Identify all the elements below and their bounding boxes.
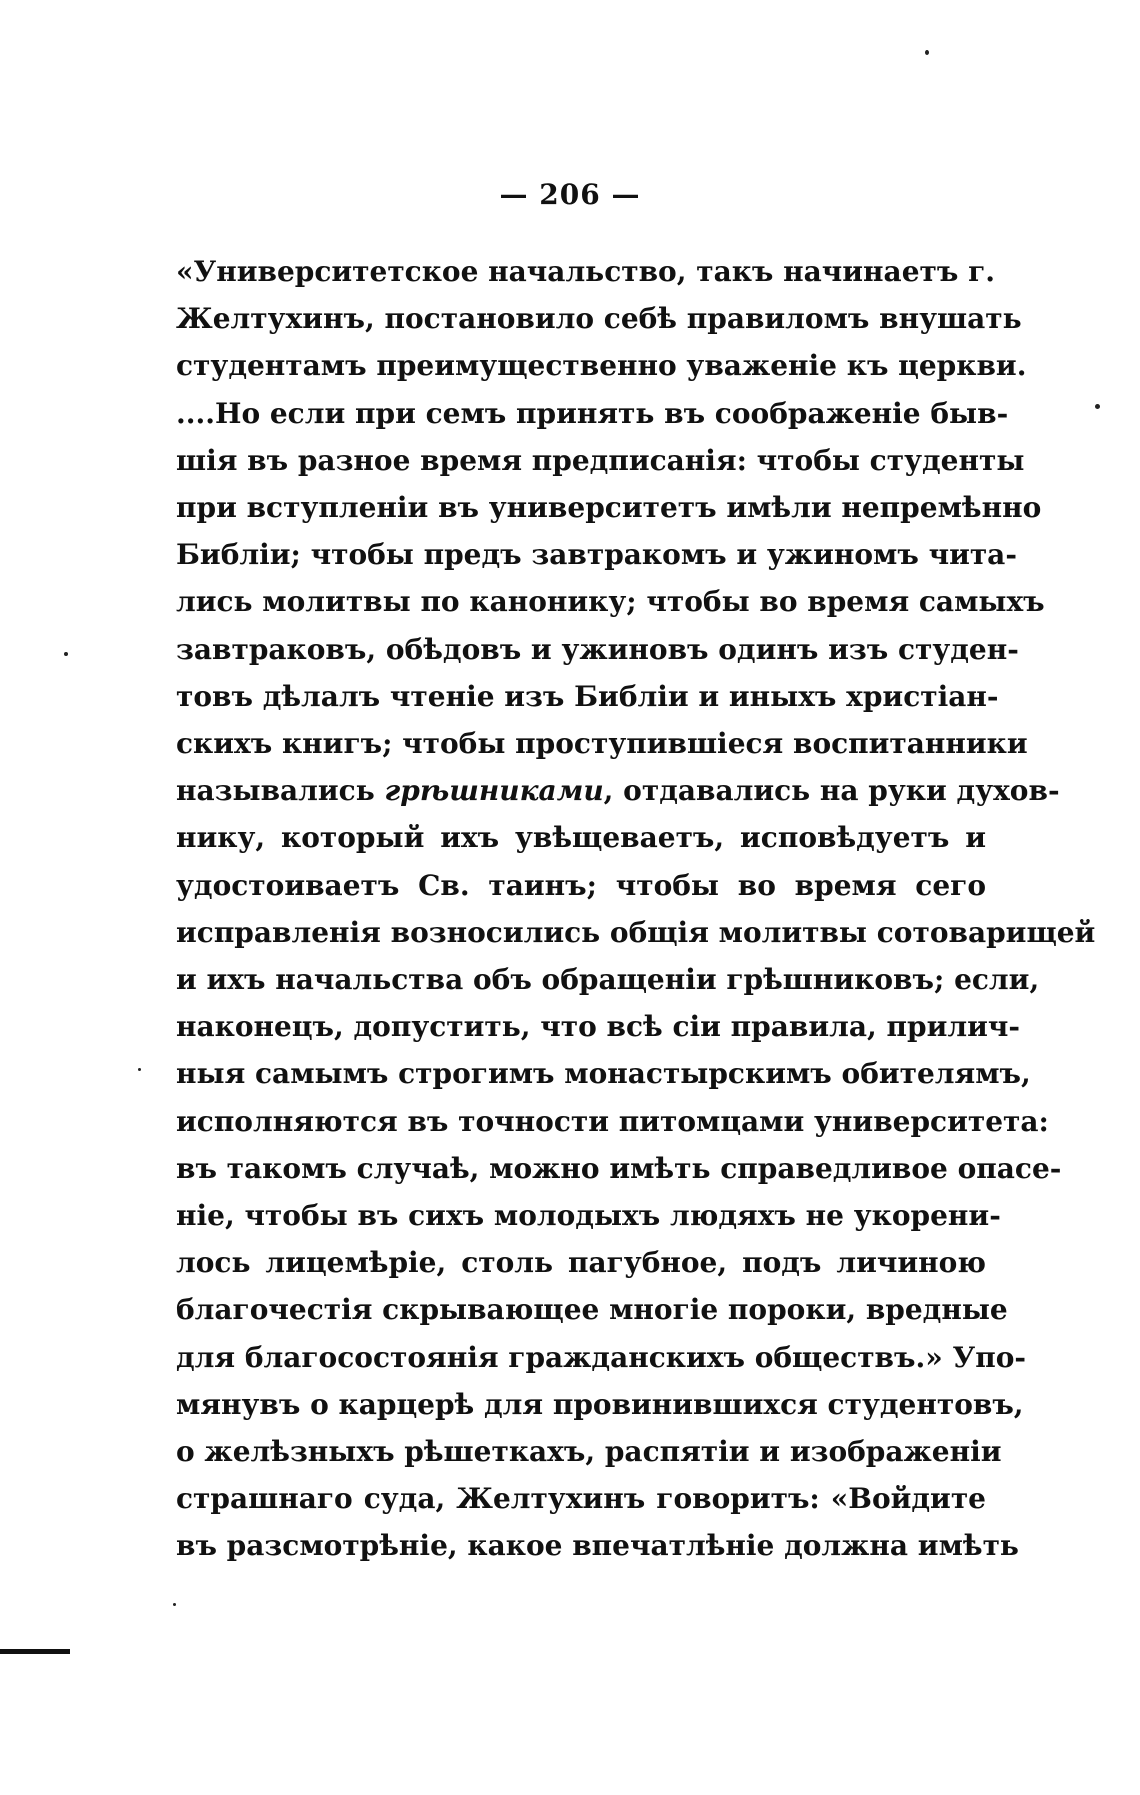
scan-speck (925, 50, 929, 55)
text-line: наконецъ, допустить, что всѣ сіи правила, прилич- (176, 1010, 1020, 1044)
text-line: ніе, чтобы въ сихъ молодыхъ людяхъ не укорени- (176, 1199, 1001, 1233)
scan-mark (0, 1649, 70, 1654)
text-line: лись молитвы по канонику; чтобы во время самыхъ (176, 585, 1045, 619)
text-line: въ разсмотрѣніе, какое впечатлѣніе должна имѣть (176, 1529, 1019, 1563)
text-segment: назывались (176, 774, 385, 808)
text-line: Желтухинъ, постановило себѣ правиломъ внушать (176, 302, 1022, 336)
text-line: скихъ книгъ; чтобы проступившіеся воспитанники (176, 727, 1028, 761)
text-line: исполняются въ точности питомцами университета: (176, 1104, 1049, 1138)
italic-term: грѣшниками (384, 774, 604, 808)
text-line: для благосостоянія гражданскихъ обществъ.» Упо- (176, 1340, 1026, 1374)
text-line: удостоиваетъ Св. таинъ; чтобы во время сего (176, 868, 986, 902)
page-number: — 206 — (499, 178, 641, 211)
text-line: ныя самымъ строгимъ монастырскимъ обителямъ, (176, 1057, 1031, 1091)
text-line: «Университетское начальство, такъ начинаетъ г. (176, 255, 995, 288)
text-line: о желѣзныхъ рѣшеткахъ, распятіи и изображеніи (176, 1435, 1002, 1469)
text-line: въ такомъ случаѣ, можно имѣть справедливое опасе- (176, 1151, 1062, 1185)
text-line: студентамъ преимущественно уваженіе къ церкви. (176, 349, 1027, 383)
body-text (176, 248, 1096, 1570)
text-line: шія въ разное время предписанія: чтобы студенты (176, 443, 1025, 477)
text-line: благочестія скрывающее многіе пороки, вредные (176, 1293, 1008, 1327)
text-line: страшнаго суда, Желтухинъ говоритъ: «Войдите (176, 1482, 986, 1516)
text-line: завтраковъ, обѣдовъ и ужиновъ одинъ изъ студен- (176, 632, 1019, 666)
text-line (176, 767, 1060, 814)
text-line: товъ дѣлалъ чтеніе изъ Библіи и иныхъ христіан- (176, 679, 999, 713)
text-line: мянувъ о карцерѣ для провинившихся студентовъ, (176, 1387, 1024, 1421)
scan-speck (173, 1603, 176, 1606)
text-segment: , отдавались на руки духов- (603, 774, 1060, 808)
scan-speck (1095, 404, 1100, 409)
scan-speck (138, 1068, 141, 1071)
text-line: лось лицемѣріе, столь пагубное, подъ личиною (176, 1246, 986, 1280)
text-line: и ихъ начальства объ обращеніи грѣшниковъ; если, (176, 963, 1040, 997)
text-line: Библіи; чтобы предъ завтракомъ и ужиномъ чита- (176, 538, 1017, 572)
text-line: исправленія возносились общія молитвы сотоварищей (176, 915, 1096, 949)
text-line: ....Но если при семъ принять въ соображеніе быв- (176, 396, 1009, 430)
text-line: нику, который ихъ увѣщеваетъ, исповѣдуетъ и (176, 821, 986, 855)
text-line: при вступленіи въ университетъ имѣли непремѣнно (176, 491, 1042, 525)
scan-speck (64, 652, 68, 656)
